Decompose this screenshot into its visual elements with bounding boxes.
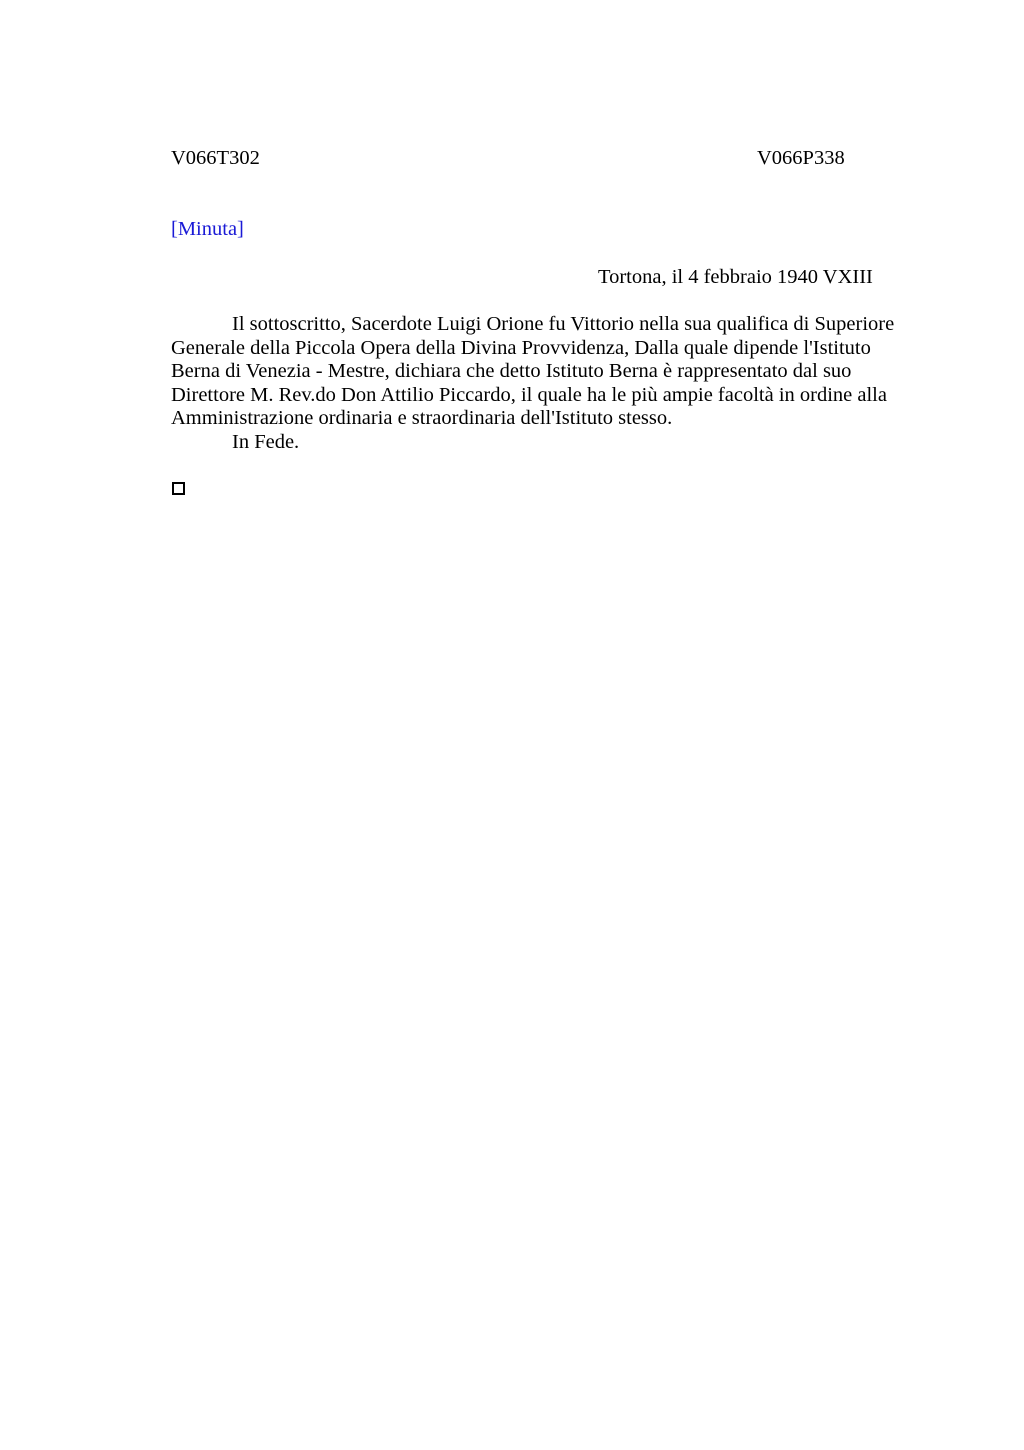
empty-square-icon <box>172 482 185 495</box>
document-code-left: V066T302 <box>171 147 260 169</box>
body-paragraph: Il sottoscritto, Sacerdote Luigi Orione fu Vittorio nella sua qualifica di Superiore Generale della Piccola Opera della Divina Provvidenza, Dalla quale dipende l'Istituto Berna di Venezia - Mestre, dichiara che detto Istituto Berna è rappresentato dal suo Direttore M. Rev.do Don Attilio Piccardo, il quale ha le più ampie facoltà in ordine alla Amministrazione ordinaria e straordinaria dell'Istituto stesso. <box>171 313 895 429</box>
minuta-label: [Minuta] <box>171 218 244 240</box>
closing-line: In Fede. <box>232 430 300 453</box>
place-date-line: Tortona, il 4 febbraio 1940 VXIII <box>598 266 873 288</box>
document-body <box>171 313 911 454</box>
document-code-right: V066P338 <box>757 147 845 169</box>
